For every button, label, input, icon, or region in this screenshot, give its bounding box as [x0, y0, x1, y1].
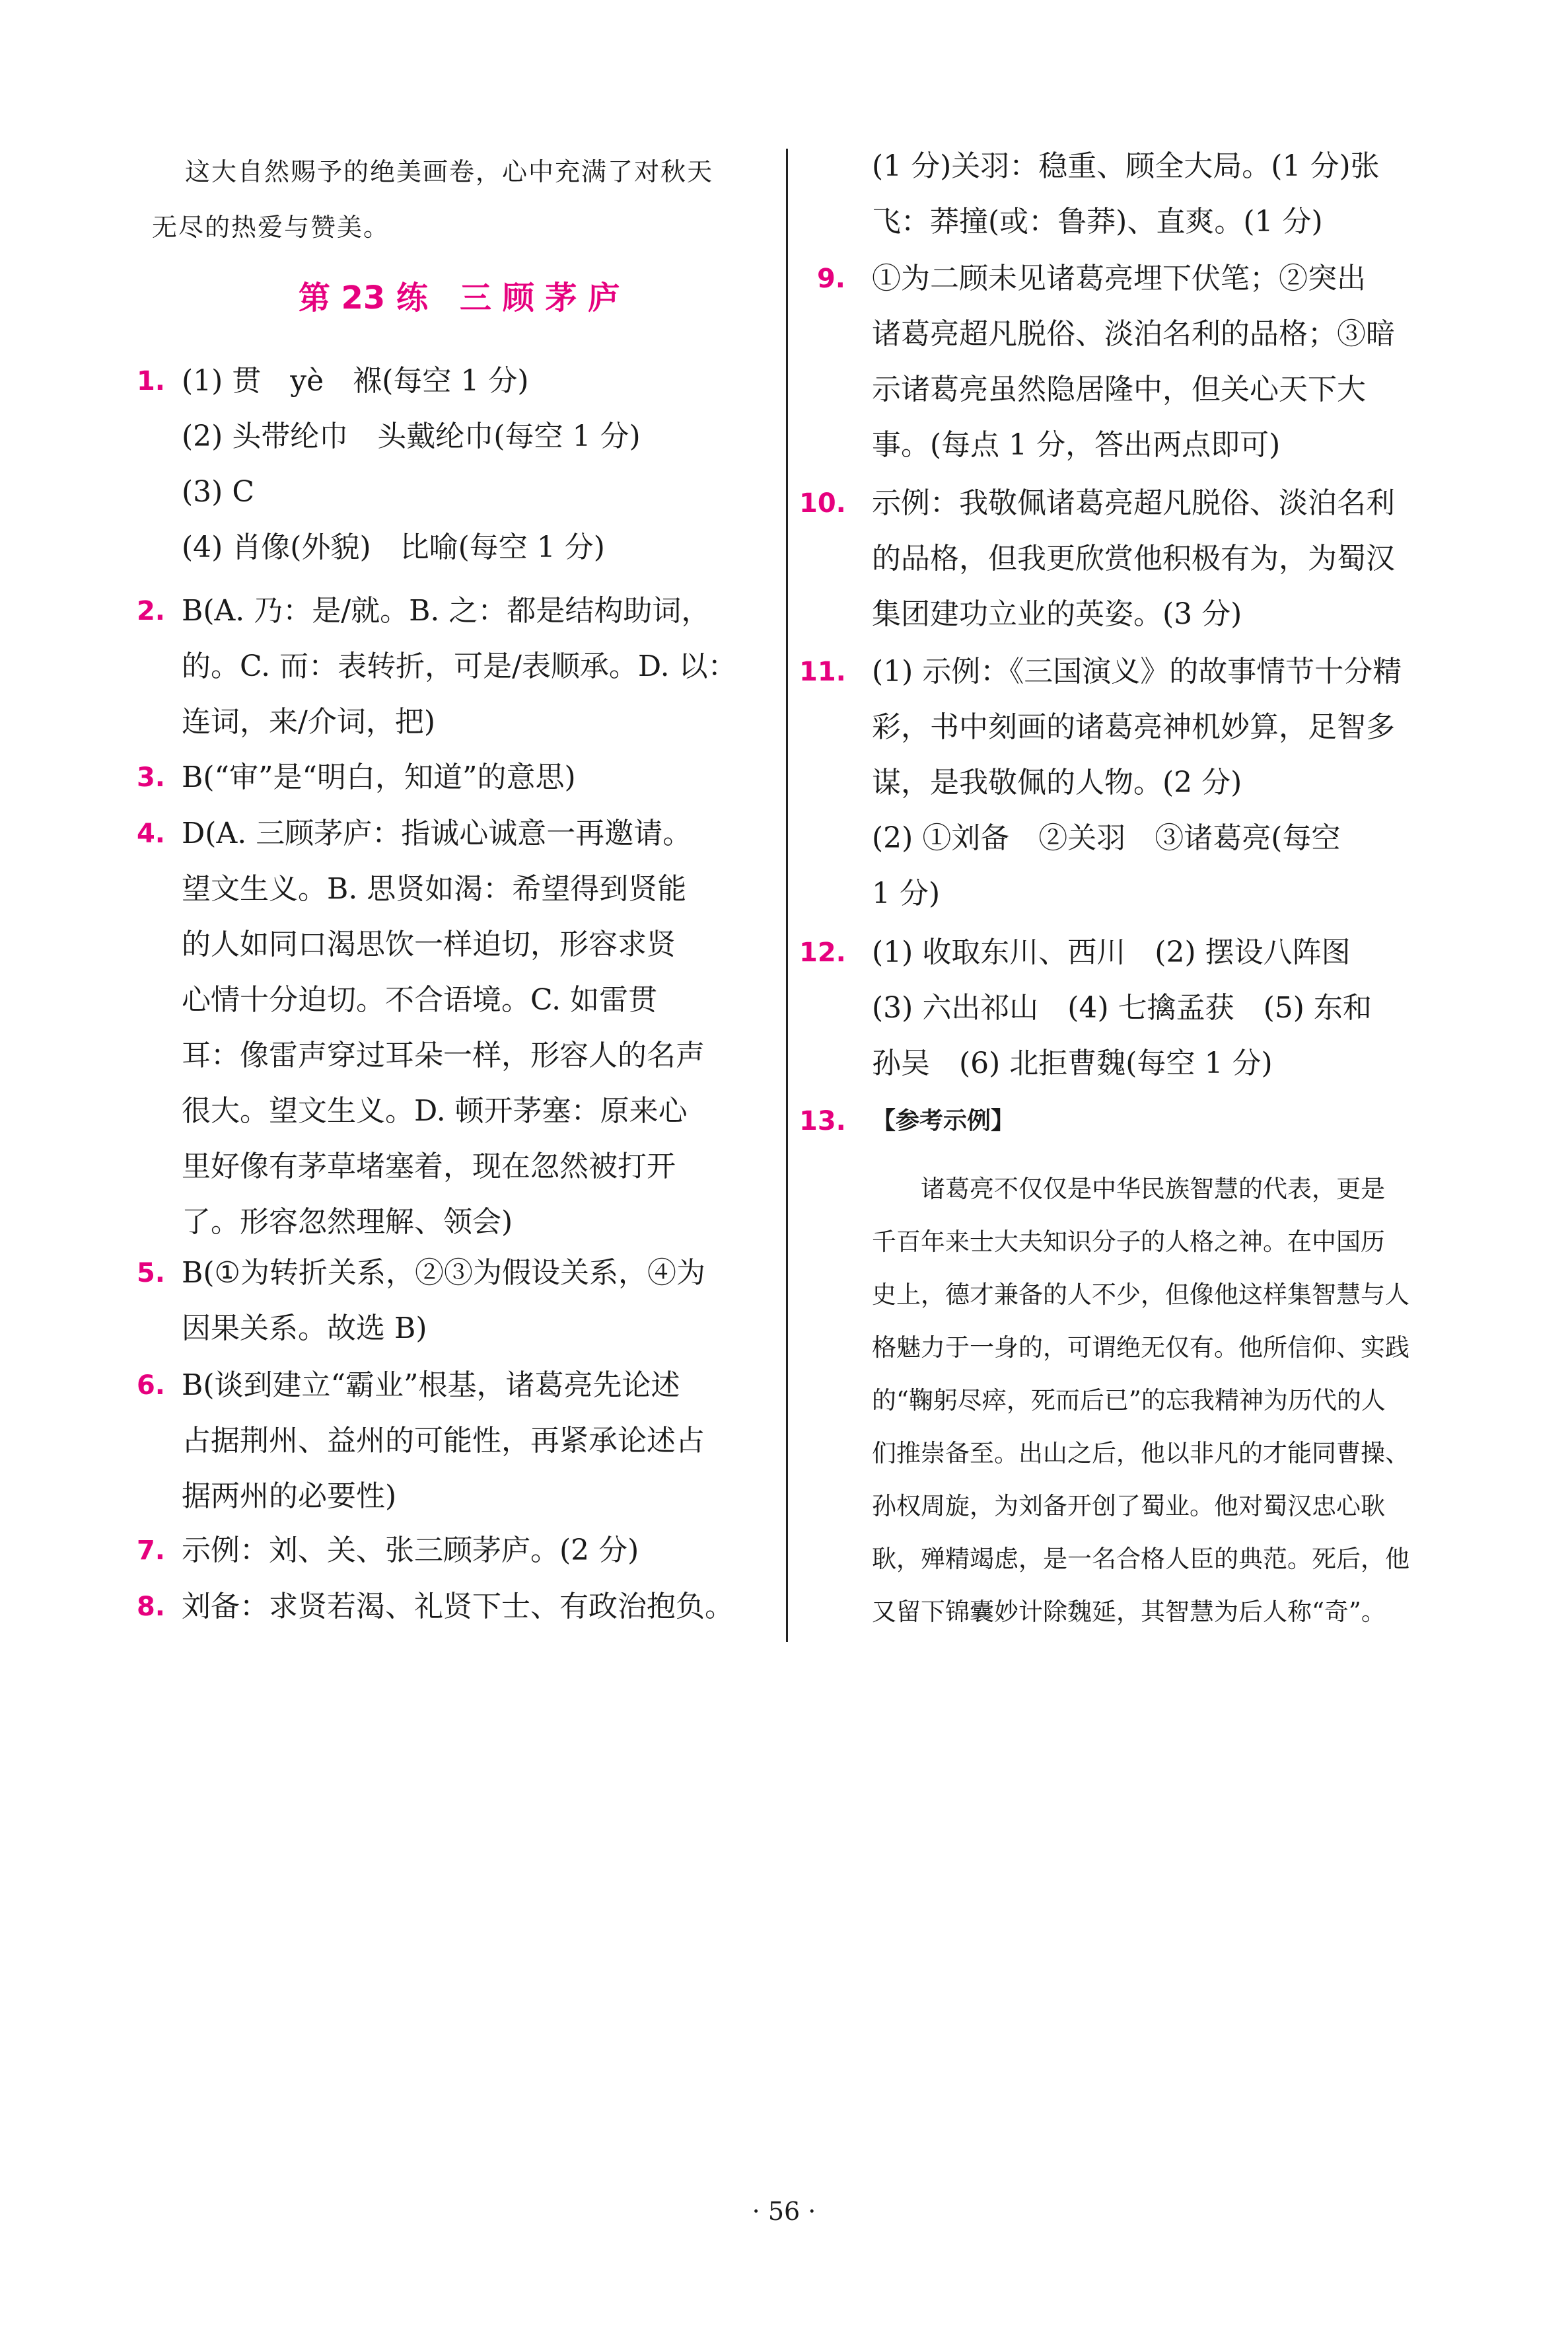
answer-line: 很大。望文生义。D. 顿开茅塞：原来心: [182, 1094, 688, 1128]
answer-line: 的。C. 而：表转折，可是/表顺承。D. 以：: [182, 649, 737, 683]
question-number: 4.: [136, 819, 165, 849]
question-number: 12.: [799, 938, 846, 968]
answer-line: 集团建功立业的英姿。(3 分): [872, 597, 1242, 631]
answer-line: B(谈到建立“霸业”根基，诸葛亮先论述: [182, 1368, 680, 1402]
right-continuation: [872, 139, 1380, 250]
reference-line: 的“鞠躬尽瘁，死而后已”的忘我精神为历代的人: [872, 1386, 1386, 1415]
question-answer: [872, 1093, 1015, 1149]
continuation-line: 飞：莽撞(或：鲁莽)、直爽。(1 分): [872, 205, 1323, 239]
reference-line: 耿，殚精竭虑，是一名合格人臣的典范。死后，他: [872, 1545, 1409, 1573]
question-answer: [872, 925, 1372, 1091]
answer-line: 的人如同口渴思饮一样迫切，形容求贤: [182, 928, 676, 961]
answer-line: 示例：我敬佩诸葛亮超凡脱俗、淡泊名利: [872, 486, 1395, 520]
question-number: 10.: [799, 488, 846, 519]
answer-line: 谋，是我敬佩的人物。(2 分): [872, 766, 1242, 799]
answer-line: D(A. 三顾茅庐：指诚心诚意一再邀请。: [182, 817, 692, 850]
answer-line: 彩，书中刻画的诸葛亮神机妙算，足智多: [872, 710, 1395, 744]
answer-line: 因果关系。故选 B): [182, 1311, 427, 1345]
question-answer: [182, 1579, 734, 1635]
answer-line: 诸葛亮超凡脱俗、淡泊名利的品格；③暗: [872, 317, 1395, 351]
reference-example-body: [872, 1163, 1466, 1639]
question-answer: [182, 806, 705, 1250]
answer-line: ①为二顾未见诸葛亮埋下伏笔；②突出: [872, 262, 1366, 295]
question-number: 3.: [136, 762, 165, 793]
question-answer: [182, 1523, 639, 1578]
answer-line: (3) 六出祁山 (4) 七擒孟获 (5) 东和: [872, 991, 1372, 1025]
question-number: 7.: [136, 1535, 165, 1566]
answer-line: 了。形容忽然理解、领会): [182, 1205, 513, 1239]
question-answer: [182, 353, 641, 575]
answer-line: 示诸葛亮虽然隐居隆中，但关心天下大: [872, 373, 1366, 406]
answer-line: B(A. 乃：是/就。B. 之：都是结构助词，: [182, 594, 711, 628]
reference-line: 格魅力于一身的，可谓绝无仅有。他所信仰、实践: [872, 1333, 1409, 1362]
answer-line: (1) 示例：《三国演义》的故事情节十分精: [872, 655, 1402, 688]
answer-line: 示例：刘、关、张三顾茅庐。(2 分): [182, 1533, 639, 1567]
reference-line: 千百年来士大夫知识分子的人格之神。在中国历: [872, 1228, 1385, 1256]
question-number: 13.: [799, 1106, 846, 1136]
reference-line: 又留下锦囊妙计除魏延，其智慧为后人称“奇”。: [872, 1598, 1386, 1626]
answer-line: 据两州的必要性): [182, 1479, 397, 1513]
continuation-line: (1 分)关羽：稳重、顾全大局。(1 分)张: [872, 149, 1380, 183]
answer-line: 耳：像雷声穿过耳朵一样，形容人的名声: [182, 1039, 705, 1072]
question-number: 6.: [136, 1370, 165, 1401]
question-number: 1.: [136, 366, 165, 396]
answer-line: B(“审”是“明白，知道”的意思): [182, 760, 576, 794]
answer-line: 的品格，但我更欣赏他积极有为，为蜀汉: [872, 542, 1395, 575]
intro-line: 无尽的热爱与赞美。: [152, 213, 390, 242]
answer-line: 【参考示例】: [872, 1107, 1015, 1134]
question-answer: [182, 1245, 705, 1356]
reference-line: 们推崇备至。出山之后，他以非凡的才能同曹操、: [872, 1439, 1409, 1467]
answer-line: 连词，来/介词，把): [182, 705, 435, 739]
question-number: 2.: [136, 596, 165, 626]
answer-line: (3) C: [182, 475, 254, 509]
answer-line: (2) ①刘备 ②关羽 ③诸葛亮(每空: [872, 821, 1341, 855]
answer-line: 心情十分迫切。不合语境。C. 如雷贯: [182, 983, 658, 1017]
answer-line: 占据荆州、益州的可能性，再紧承论述占: [182, 1424, 705, 1458]
question-number: 5.: [136, 1258, 165, 1288]
question-number: 11.: [799, 657, 846, 687]
question-answer: [872, 251, 1395, 473]
answer-line: 1 分): [872, 877, 941, 910]
question-answer: [182, 583, 737, 750]
question-answer: [182, 750, 576, 805]
question-number: 8.: [136, 1592, 165, 1622]
answer-line: (2) 头带纶巾 头戴纶巾(每空 1 分): [182, 420, 641, 453]
section-title: 第 23 练 三 顾 茅 庐: [298, 279, 620, 316]
question-answer: [872, 644, 1402, 922]
column-divider: [786, 149, 788, 1642]
question-answer: [872, 476, 1395, 642]
reference-line: 孙权周旋，为刘备开创了蜀业。他对蜀汉忠心耿: [872, 1492, 1385, 1520]
intro-line: 这大自然赐予的绝美画卷，心中充满了对秋天: [185, 157, 714, 186]
answer-line: (1) 贯 yè 褓(每空 1 分): [182, 364, 529, 398]
answer-line: (1) 收取东川、西川 (2) 摆设八阵图: [872, 936, 1351, 969]
answer-line: 孙吴 (6) 北拒曹魏(每空 1 分): [872, 1047, 1273, 1080]
answer-line: B(①为转折关系，②③为假设关系，④为: [182, 1256, 705, 1290]
answer-line: 望文生义。B. 思贤如渴：希望得到贤能: [182, 872, 687, 906]
answer-line: 事。(每点 1 分，答出两点即可): [872, 428, 1281, 462]
answer-line: (4) 肖像(外貌) 比喻(每空 1 分): [182, 531, 605, 564]
page-number: · 56 ·: [752, 2197, 816, 2226]
answer-line: 里好像有茅草堵塞着，现在忽然被打开: [182, 1150, 676, 1183]
question-answer: [182, 1358, 705, 1524]
reference-line: 史上，德才兼备的人不少，但像他这样集智慧与人: [872, 1280, 1409, 1309]
question-number: 9.: [816, 264, 845, 294]
intro-paragraph: [152, 144, 766, 255]
reference-line: 诸葛亮不仅仅是中华民族智慧的代表，更是: [921, 1175, 1385, 1203]
answer-line: 刘备：求贤若渴、礼贤下士、有政治抱负。: [182, 1590, 734, 1623]
